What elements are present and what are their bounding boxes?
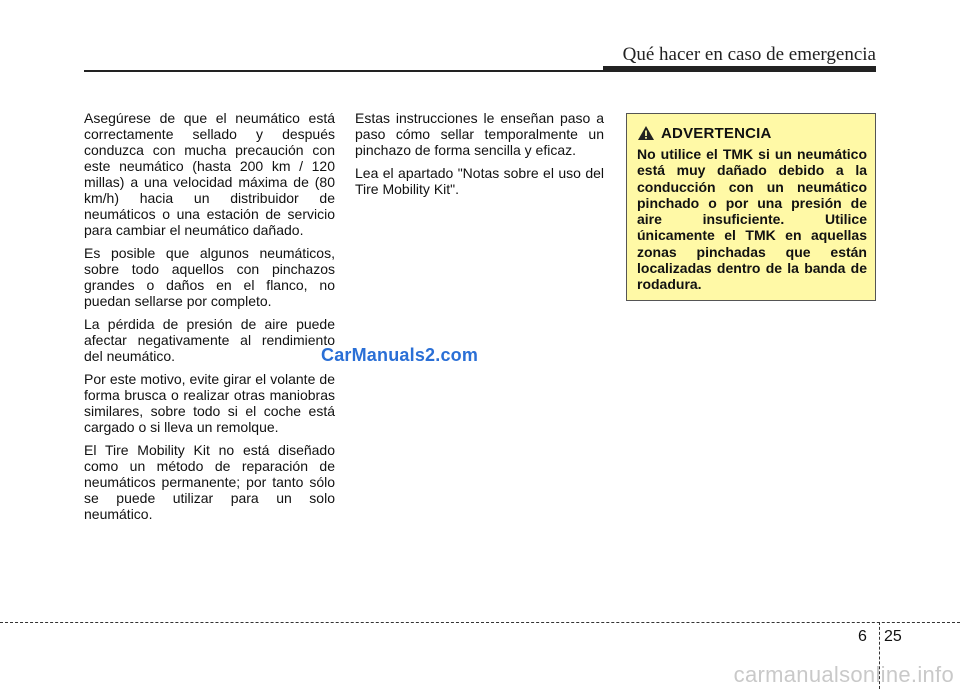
paragraph: La pérdida de presión de aire puede afectar negativamente al rendimiento del neumático. bbox=[84, 316, 335, 364]
watermark: CarManuals2.com bbox=[321, 345, 479, 365]
paragraph: Es posible que algunos neumáticos, sobre todo aquellos con pinchazos grandes o daños en el flanco, no puedan sellarse por completo. bbox=[84, 245, 335, 309]
warning-text: No utilice el TMK si un neumático está muy dañado debido a la conducción con un neumático pinchado o por una presión de aire insuficiente. Utilice únicamente el TMK en aquellas zonas pinchadas que están localizadas dentro de la banda de rodadura. bbox=[637, 146, 867, 293]
footer-watermark: carmanualsonline.info bbox=[733, 662, 954, 687]
header-rule-accent bbox=[603, 66, 876, 72]
chapter-number: 6 bbox=[858, 628, 867, 645]
warning-title: ADVERTENCIA bbox=[661, 124, 772, 142]
paragraph: Estas instrucciones le enseñan paso a paso cómo sellar temporalmente un pinchazo de forma sencilla y eficaz. bbox=[355, 110, 604, 158]
footer-divider bbox=[0, 622, 960, 623]
paragraph: Por este motivo, evite girar el volante de forma brusca o realizar otras maniobras similares, sobre todo si el coche está cargado o si lleva un remolque. bbox=[84, 371, 335, 435]
text-column-left bbox=[84, 110, 335, 529]
paragraph: Lea el apartado "Notas sobre el uso del Tire Mobility Kit". bbox=[355, 165, 604, 197]
page-number: 25 bbox=[884, 628, 902, 645]
paragraph: El Tire Mobility Kit no está diseñado como un método de reparación de neumáticos permanente; por tanto sólo se puede utilizar para un solo neumático. bbox=[84, 442, 335, 522]
warning-box bbox=[626, 113, 876, 301]
section-title: Qué hacer en caso de emergencia bbox=[622, 44, 876, 65]
warning-triangle-icon bbox=[637, 125, 655, 141]
warning-header bbox=[637, 122, 867, 144]
text-column-middle bbox=[355, 110, 604, 204]
paragraph: Asegúrese de que el neumático está correctamente sellado y después conduzca con mucha precaución con este neumático (hasta 200 km / 120 millas) a una velocidad máxima de (80 km/h) hacia un distribuidor de neumáticos o una estación de servicio para cambiar el neumático dañado. bbox=[84, 110, 335, 238]
